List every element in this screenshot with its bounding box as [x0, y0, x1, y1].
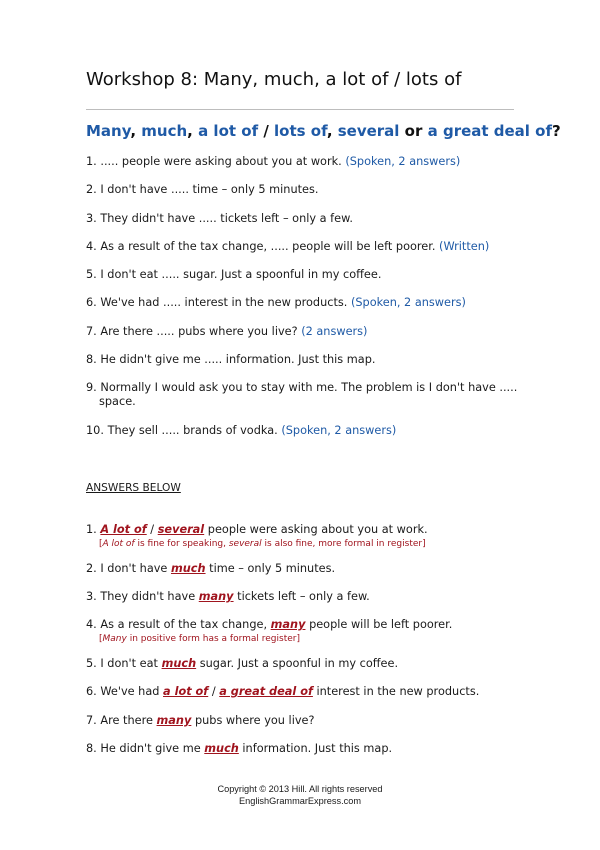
question-hint: (Spoken, 2 answers) — [281, 424, 397, 437]
answer-text: people were asking about you at work. — [207, 523, 428, 536]
question-text: Are there ..... pubs where you live? — [100, 325, 298, 338]
question-number: 10. — [86, 424, 104, 437]
separator: , — [130, 122, 142, 140]
answer-text: I don't eat — [100, 657, 158, 670]
question-8 — [86, 353, 516, 367]
question-9 — [86, 381, 516, 409]
question-text: He didn't give me ..... information. Just this map. — [100, 353, 376, 366]
option-lots-of: lots of — [274, 122, 327, 140]
answer-text: people will be left poorer. — [309, 618, 453, 631]
site-name: EnglishGrammarExpress.com — [238, 796, 362, 806]
answer-separator: / — [211, 685, 216, 698]
question-6 — [86, 296, 516, 310]
option-a-lot-of: a lot of — [198, 122, 259, 140]
answer-1 — [86, 523, 516, 550]
answer-number: 4. — [86, 618, 97, 631]
option-many: Many — [86, 122, 131, 140]
answer-text: pubs where you live? — [194, 714, 315, 727]
answer-5 — [86, 657, 516, 671]
title-divider — [86, 109, 514, 110]
question-hint: (Written) — [439, 240, 490, 253]
answer-text: As a result of the tax change, — [100, 618, 268, 631]
answer-text: We've had — [100, 685, 160, 698]
answer-number: 7. — [86, 714, 97, 727]
answers-heading: ANSWERS BELOW — [86, 482, 181, 494]
question-number: 1. — [86, 155, 97, 168]
question-3 — [86, 212, 516, 226]
answer-text: He didn't give me — [100, 742, 201, 755]
question-number: 7. — [86, 325, 97, 338]
separator: / — [258, 122, 275, 140]
option-several: several — [337, 122, 400, 140]
question-mark: ? — [552, 122, 561, 140]
answer-text: time – only 5 minutes. — [209, 562, 336, 575]
answer-word: several — [157, 523, 205, 536]
answer-text: sugar. Just a spoonful in my coffee. — [199, 657, 399, 670]
separator: , — [187, 122, 199, 140]
question-text: They sell ..... brands of vodka. — [107, 424, 278, 437]
question-text: They didn't have ..... tickets left – only a few. — [100, 212, 353, 225]
question-text: Normally I would ask you to stay with me. The problem is I don't have ..... — [100, 381, 518, 394]
answer-word: a great deal of — [219, 685, 313, 698]
question-hint: (Spoken, 2 answers) — [345, 155, 461, 168]
separator: or — [399, 122, 428, 140]
question-number: 4. — [86, 240, 97, 253]
question-number: 2. — [86, 183, 97, 196]
answer-word: a lot of — [163, 685, 209, 698]
answer-number: 6. — [86, 685, 97, 698]
question-number: 5. — [86, 268, 97, 281]
answer-number: 8. — [86, 742, 97, 755]
page-footer — [0, 783, 600, 807]
answer-note: [Many in positive form has a formal register] — [99, 634, 300, 644]
option-a-great-deal-of: a great deal of — [427, 122, 553, 140]
answer-text: They didn't have — [100, 590, 196, 603]
question-hint: (2 answers) — [301, 325, 368, 338]
question-text-continued: space. — [99, 395, 136, 408]
separator: , — [326, 122, 338, 140]
answer-text: information. Just this map. — [242, 742, 393, 755]
option-much: much — [141, 122, 188, 140]
answer-word: many — [156, 714, 192, 727]
answer-3 — [86, 590, 516, 604]
answer-4 — [86, 618, 516, 645]
answer-8 — [86, 742, 516, 756]
question-10 — [86, 424, 516, 438]
answer-word: much — [170, 562, 206, 575]
answer-number: 5. — [86, 657, 97, 670]
answer-number: 2. — [86, 562, 97, 575]
question-2 — [86, 183, 516, 197]
question-number: 9. — [86, 381, 97, 394]
question-hint: (Spoken, 2 answers) — [350, 296, 466, 309]
question-text: I don't eat ..... sugar. Just a spoonful in my coffee. — [100, 268, 382, 281]
copyright-text: Copyright © 2013 Hill. All rights reserved — [217, 784, 383, 794]
answer-text: interest in the new products. — [316, 685, 480, 698]
answer-7 — [86, 714, 516, 728]
answer-word: much — [161, 657, 197, 670]
question-number: 6. — [86, 296, 97, 309]
question-text: We've had ..... interest in the new products. — [100, 296, 348, 309]
answer-word: many — [198, 590, 234, 603]
answer-6 — [86, 685, 516, 699]
answer-word: much — [204, 742, 239, 755]
answer-note: [A lot of is fine for speaking, several is also fine, more formal in register] — [99, 539, 426, 549]
answer-word: many — [270, 618, 306, 631]
answer-2 — [86, 562, 516, 576]
answer-text: Are there — [100, 714, 153, 727]
answer-text: I don't have — [100, 562, 168, 575]
answer-number: 3. — [86, 590, 97, 603]
question-4 — [86, 240, 516, 254]
answer-number: 1. — [86, 523, 97, 536]
answer-separator: / — [150, 523, 155, 536]
question-5 — [86, 268, 516, 282]
exercise-heading — [86, 122, 561, 140]
page-title: Workshop 8: Many, much, a lot of / lots of — [86, 69, 462, 90]
question-text: I don't have ..... time – only 5 minutes. — [100, 183, 319, 196]
question-text: ..... people were asking about you at work. — [100, 155, 342, 168]
question-1 — [86, 155, 516, 169]
question-7 — [86, 325, 516, 339]
question-number: 8. — [86, 353, 97, 366]
question-number: 3. — [86, 212, 97, 225]
question-text: As a result of the tax change, ..... people will be left poorer. — [100, 240, 436, 253]
answer-text: tickets left – only a few. — [237, 590, 370, 603]
answer-word: A lot of — [100, 523, 147, 536]
